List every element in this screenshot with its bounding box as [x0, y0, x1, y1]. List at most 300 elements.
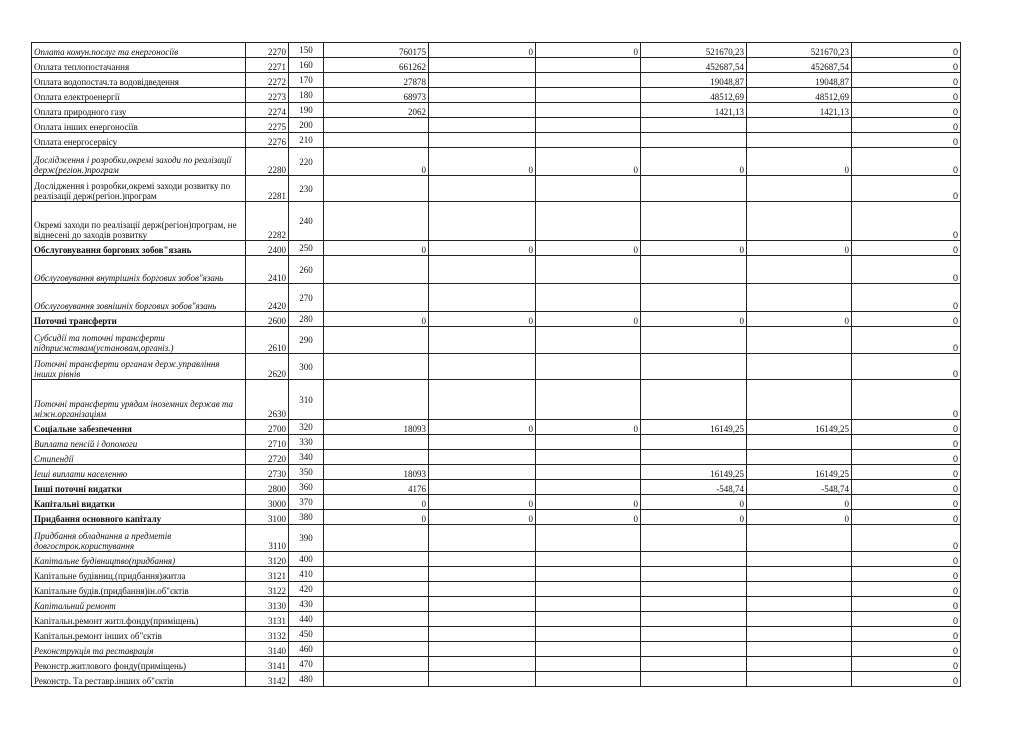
kekv-code-cell: 2400	[246, 241, 289, 256]
col-8-cell: 0	[852, 510, 961, 525]
col-8-cell: 0	[852, 256, 961, 284]
line-code-cell: 340	[289, 450, 324, 465]
line-code-cell: 180	[289, 88, 324, 103]
expense-name-cell: Соціальне забезпечення	[32, 420, 246, 435]
table-row	[32, 450, 961, 465]
col-7-cell: 16149,25	[747, 420, 852, 435]
kekv-code-cell: 3122	[246, 582, 289, 597]
line-code-cell: 440	[289, 612, 324, 627]
kekv-code-cell: 2280	[246, 148, 289, 176]
col-5-cell: 0	[536, 43, 641, 58]
col-4-cell	[429, 582, 536, 597]
col-7-cell: 0	[747, 241, 852, 256]
expense-name-cell: Поточні трансферти урядам іноземних держав та міжн.організаціям	[32, 380, 246, 420]
expense-name-cell: Субсидії та поточні трансферти підприємствам(установам,організ.)	[32, 327, 246, 354]
expense-name-cell: Капітальне будів.(придбання)ін.об"єктів	[32, 582, 246, 597]
plan-amount-cell	[324, 657, 429, 672]
kekv-code-cell: 2610	[246, 327, 289, 354]
kekv-code-cell: 2700	[246, 420, 289, 435]
col-8-cell: 0	[852, 495, 961, 510]
col-7-cell	[747, 597, 852, 612]
col-6-cell: 19048,87	[641, 73, 747, 88]
expense-name-cell: Капітальне будівниц.(придбання)житла	[32, 567, 246, 582]
line-code-cell: 420	[289, 582, 324, 597]
line-code-cell: 200	[289, 118, 324, 133]
plan-amount-cell	[324, 552, 429, 567]
col-8-cell: 0	[852, 642, 961, 657]
col-8-cell: 0	[852, 118, 961, 133]
col-4-cell: 0	[429, 312, 536, 327]
col-7-cell	[747, 567, 852, 582]
col-6-cell	[641, 354, 747, 380]
table-row	[32, 582, 961, 597]
line-code-cell: 470	[289, 657, 324, 672]
col-7-cell	[747, 672, 852, 687]
expense-name-cell: Капітальн.ремонт інших об"єктів	[32, 627, 246, 642]
col-5-cell	[536, 58, 641, 73]
line-code-cell: 260	[289, 256, 324, 284]
col-8-cell: 0	[852, 176, 961, 202]
line-code-cell: 160	[289, 58, 324, 73]
kekv-code-cell: 3140	[246, 642, 289, 657]
line-code-cell: 390	[289, 525, 324, 552]
plan-amount-cell	[324, 176, 429, 202]
plan-amount-cell	[324, 133, 429, 148]
plan-amount-cell: 68973	[324, 88, 429, 103]
col-6-cell	[641, 597, 747, 612]
plan-amount-cell	[324, 380, 429, 420]
plan-amount-cell	[324, 567, 429, 582]
col-6-cell	[641, 567, 747, 582]
col-5-cell	[536, 202, 641, 241]
line-code-cell: 300	[289, 354, 324, 380]
col-5-cell	[536, 380, 641, 420]
line-code-cell: 330	[289, 435, 324, 450]
table-row	[32, 657, 961, 672]
col-5-cell	[536, 133, 641, 148]
col-7-cell	[747, 435, 852, 450]
col-4-cell	[429, 176, 536, 202]
table-row	[32, 176, 961, 202]
col-7-cell	[747, 582, 852, 597]
col-6-cell: 0	[641, 312, 747, 327]
col-6-cell: 1421,13	[641, 103, 747, 118]
line-code-cell: 170	[289, 73, 324, 88]
col-4-cell: 0	[429, 495, 536, 510]
table-row	[32, 552, 961, 567]
table-row	[32, 88, 961, 103]
kekv-code-cell: 2271	[246, 58, 289, 73]
expense-name-cell: Обслуговування внутрішніх боргових зобов"язань	[32, 256, 246, 284]
line-code-cell: 450	[289, 627, 324, 642]
table-row	[32, 612, 961, 627]
col-4-cell	[429, 202, 536, 241]
kekv-code-cell: 2710	[246, 435, 289, 450]
expense-name-cell: Дослідження і розробки,окремі заходи розвитку по реалізації держ(регіон.)програм	[32, 176, 246, 202]
col-7-cell	[747, 176, 852, 202]
col-4-cell	[429, 133, 536, 148]
expense-name-cell: Придбання основного капіталу	[32, 510, 246, 525]
col-4-cell	[429, 525, 536, 552]
table-row	[32, 495, 961, 510]
kekv-code-cell: 2276	[246, 133, 289, 148]
col-5-cell: 0	[536, 241, 641, 256]
plan-amount-cell: 27878	[324, 73, 429, 88]
col-8-cell: 0	[852, 552, 961, 567]
line-code-cell: 210	[289, 133, 324, 148]
kekv-code-cell: 3131	[246, 612, 289, 627]
line-code-cell: 320	[289, 420, 324, 435]
plan-amount-cell: 0	[324, 495, 429, 510]
col-6-cell	[641, 612, 747, 627]
col-6-cell	[641, 256, 747, 284]
table-row	[32, 420, 961, 435]
col-4-cell	[429, 480, 536, 495]
col-4-cell: 0	[429, 43, 536, 58]
col-6-cell: 16149,25	[641, 420, 747, 435]
col-8-cell: 0	[852, 148, 961, 176]
col-7-cell	[747, 657, 852, 672]
col-7-cell	[747, 118, 852, 133]
expense-name-cell: Капітальний ремонт	[32, 597, 246, 612]
plan-amount-cell: 0	[324, 312, 429, 327]
kekv-code-cell: 3130	[246, 597, 289, 612]
kekv-code-cell: 3000	[246, 495, 289, 510]
expense-name-cell: Інші поточні видатки	[32, 480, 246, 495]
col-4-cell	[429, 567, 536, 582]
col-8-cell: 0	[852, 465, 961, 480]
kekv-code-cell: 3110	[246, 525, 289, 552]
line-code-cell: 360	[289, 480, 324, 495]
expense-name-cell: Поточні трансферти органам держ.управління інших рівнів	[32, 354, 246, 380]
col-7-cell: 452687,54	[747, 58, 852, 73]
kekv-code-cell: 3100	[246, 510, 289, 525]
plan-amount-cell: 661262	[324, 58, 429, 73]
expense-name-cell: Оплата природного газу	[32, 103, 246, 118]
col-5-cell	[536, 642, 641, 657]
line-code-cell: 240	[289, 202, 324, 241]
col-6-cell	[641, 525, 747, 552]
plan-amount-cell	[324, 284, 429, 312]
line-code-cell: 370	[289, 495, 324, 510]
col-7-cell	[747, 525, 852, 552]
expense-name-cell: Стипендії	[32, 450, 246, 465]
table-row	[32, 327, 961, 354]
expense-name-cell: Придбання обладнання а предметів довгострок.користування	[32, 525, 246, 552]
line-code-cell: 150	[289, 43, 324, 58]
kekv-code-cell: 2270	[246, 43, 289, 58]
col-8-cell: 0	[852, 58, 961, 73]
col-7-cell	[747, 642, 852, 657]
col-6-cell: 0	[641, 241, 747, 256]
col-4-cell	[429, 627, 536, 642]
expense-name-cell: Оплата комун.послуг та енергоносіїв	[32, 43, 246, 58]
expense-name-cell: Оплата електроенергії	[32, 88, 246, 103]
kekv-code-cell: 2410	[246, 256, 289, 284]
plan-amount-cell	[324, 256, 429, 284]
budget-table-body	[32, 43, 961, 687]
col-5-cell	[536, 327, 641, 354]
table-row	[32, 380, 961, 420]
col-5-cell	[536, 354, 641, 380]
line-code-cell: 480	[289, 672, 324, 687]
col-8-cell: 0	[852, 73, 961, 88]
plan-amount-cell: 18093	[324, 420, 429, 435]
budget-table	[31, 42, 961, 687]
plan-amount-cell: 4176	[324, 480, 429, 495]
table-row	[32, 43, 961, 58]
col-8-cell: 0	[852, 525, 961, 552]
col-8-cell: 0	[852, 380, 961, 420]
line-code-cell: 290	[289, 327, 324, 354]
expense-name-cell: Реконструкція та реставрація	[32, 642, 246, 657]
col-6-cell	[641, 657, 747, 672]
col-7-cell: -548,74	[747, 480, 852, 495]
col-5-cell: 0	[536, 510, 641, 525]
line-code-cell: 350	[289, 465, 324, 480]
kekv-code-cell: 2282	[246, 202, 289, 241]
col-4-cell	[429, 450, 536, 465]
col-7-cell: 521670,23	[747, 43, 852, 58]
col-8-cell: 0	[852, 627, 961, 642]
table-row	[32, 354, 961, 380]
line-code-cell: 310	[289, 380, 324, 420]
plan-amount-cell	[324, 118, 429, 133]
plan-amount-cell	[324, 202, 429, 241]
col-5-cell	[536, 284, 641, 312]
table-row	[32, 627, 961, 642]
col-4-cell	[429, 327, 536, 354]
table-row	[32, 672, 961, 687]
plan-amount-cell	[324, 627, 429, 642]
table-row	[32, 525, 961, 552]
plan-amount-cell	[324, 612, 429, 627]
col-7-cell: 0	[747, 495, 852, 510]
col-6-cell	[641, 672, 747, 687]
kekv-code-cell: 2420	[246, 284, 289, 312]
plan-amount-cell	[324, 672, 429, 687]
col-5-cell	[536, 582, 641, 597]
col-8-cell: 0	[852, 582, 961, 597]
expense-name-cell: Капітальні видатки	[32, 495, 246, 510]
table-row	[32, 73, 961, 88]
line-code-cell: 460	[289, 642, 324, 657]
line-code-cell: 280	[289, 312, 324, 327]
table-row	[32, 148, 961, 176]
col-7-cell: 0	[747, 148, 852, 176]
col-7-cell	[747, 380, 852, 420]
col-5-cell	[536, 73, 641, 88]
col-7-cell	[747, 627, 852, 642]
col-5-cell: 0	[536, 495, 641, 510]
col-5-cell: 0	[536, 312, 641, 327]
table-row	[32, 284, 961, 312]
col-6-cell: 0	[641, 148, 747, 176]
col-7-cell	[747, 552, 852, 567]
col-6-cell: -548,74	[641, 480, 747, 495]
col-5-cell	[536, 627, 641, 642]
col-7-cell	[747, 450, 852, 465]
col-5-cell	[536, 465, 641, 480]
col-8-cell: 0	[852, 657, 961, 672]
kekv-code-cell: 2274	[246, 103, 289, 118]
col-6-cell	[641, 552, 747, 567]
expense-name-cell: Оплата водопостач.та водовідведення	[32, 73, 246, 88]
plan-amount-cell: 18093	[324, 465, 429, 480]
col-5-cell	[536, 657, 641, 672]
col-6-cell: 0	[641, 510, 747, 525]
col-6-cell: 48512,69	[641, 88, 747, 103]
plan-amount-cell: 0	[324, 148, 429, 176]
kekv-code-cell: 3142	[246, 672, 289, 687]
col-6-cell	[641, 284, 747, 312]
col-8-cell: 0	[852, 241, 961, 256]
col-6-cell	[641, 118, 747, 133]
plan-amount-cell: 2062	[324, 103, 429, 118]
col-5-cell	[536, 118, 641, 133]
table-row	[32, 312, 961, 327]
expense-name-cell: Іешi виплати населенню	[32, 465, 246, 480]
col-7-cell	[747, 256, 852, 284]
col-4-cell	[429, 657, 536, 672]
plan-amount-cell	[324, 435, 429, 450]
table-row	[32, 510, 961, 525]
col-4-cell	[429, 284, 536, 312]
table-row	[32, 435, 961, 450]
col-4-cell: 0	[429, 148, 536, 176]
col-4-cell	[429, 642, 536, 657]
expense-name-cell: Окремі заходи по реалізації держ(регіон)програм, не віднесені до заходів розвитку	[32, 202, 246, 241]
plan-amount-cell	[324, 525, 429, 552]
col-5-cell	[536, 552, 641, 567]
col-4-cell	[429, 73, 536, 88]
expense-name-cell: Оплата інших енергоносіїв	[32, 118, 246, 133]
kekv-code-cell: 2720	[246, 450, 289, 465]
expense-name-cell: Капітальне будівництво(придбання)	[32, 552, 246, 567]
col-5-cell	[536, 672, 641, 687]
table-row	[32, 58, 961, 73]
line-code-cell: 230	[289, 176, 324, 202]
col-6-cell	[641, 450, 747, 465]
col-7-cell	[747, 327, 852, 354]
col-8-cell: 0	[852, 672, 961, 687]
kekv-code-cell: 2281	[246, 176, 289, 202]
col-5-cell	[536, 450, 641, 465]
kekv-code-cell: 3141	[246, 657, 289, 672]
col-4-cell	[429, 612, 536, 627]
plan-amount-cell	[324, 354, 429, 380]
col-7-cell: 19048,87	[747, 73, 852, 88]
line-code-cell: 380	[289, 510, 324, 525]
col-4-cell	[429, 465, 536, 480]
kekv-code-cell: 2272	[246, 73, 289, 88]
col-8-cell: 0	[852, 43, 961, 58]
table-row	[32, 118, 961, 133]
col-7-cell	[747, 284, 852, 312]
col-6-cell	[641, 435, 747, 450]
col-5-cell	[536, 567, 641, 582]
col-6-cell	[641, 627, 747, 642]
line-code-cell: 220	[289, 148, 324, 176]
col-8-cell: 0	[852, 103, 961, 118]
col-5-cell	[536, 480, 641, 495]
table-row	[32, 480, 961, 495]
col-4-cell	[429, 380, 536, 420]
kekv-code-cell: 2800	[246, 480, 289, 495]
col-8-cell: 0	[852, 88, 961, 103]
line-code-cell: 190	[289, 103, 324, 118]
col-4-cell	[429, 552, 536, 567]
plan-amount-cell	[324, 327, 429, 354]
col-8-cell: 0	[852, 420, 961, 435]
line-code-cell: 410	[289, 567, 324, 582]
kekv-code-cell: 2273	[246, 88, 289, 103]
col-6-cell: 521670,23	[641, 43, 747, 58]
col-8-cell: 0	[852, 450, 961, 465]
col-8-cell: 0	[852, 327, 961, 354]
col-4-cell: 0	[429, 241, 536, 256]
col-6-cell: 0	[641, 495, 747, 510]
col-4-cell: 0	[429, 510, 536, 525]
col-5-cell	[536, 612, 641, 627]
col-8-cell: 0	[852, 202, 961, 241]
col-7-cell	[747, 612, 852, 627]
kekv-code-cell: 2630	[246, 380, 289, 420]
col-5-cell	[536, 256, 641, 284]
col-4-cell	[429, 354, 536, 380]
col-8-cell: 0	[852, 567, 961, 582]
table-row	[32, 133, 961, 148]
col-7-cell: 0	[747, 312, 852, 327]
plan-amount-cell	[324, 582, 429, 597]
col-8-cell: 0	[852, 480, 961, 495]
col-7-cell	[747, 202, 852, 241]
plan-amount-cell	[324, 642, 429, 657]
line-code-cell: 270	[289, 284, 324, 312]
kekv-code-cell: 3121	[246, 567, 289, 582]
col-6-cell	[641, 380, 747, 420]
expense-name-cell: Поточні трансферти	[32, 312, 246, 327]
col-4-cell	[429, 256, 536, 284]
col-8-cell: 0	[852, 133, 961, 148]
table-row	[32, 465, 961, 480]
col-4-cell	[429, 118, 536, 133]
col-5-cell	[536, 435, 641, 450]
col-8-cell: 0	[852, 284, 961, 312]
expense-name-cell: Реконстр.житлового фонду(приміщень)	[32, 657, 246, 672]
col-6-cell	[641, 202, 747, 241]
col-4-cell	[429, 58, 536, 73]
expense-name-cell: Дослідження і розробки,окремі заходи по реалізації держ(регіон.)програм	[32, 148, 246, 176]
col-7-cell: 0	[747, 510, 852, 525]
col-5-cell	[536, 88, 641, 103]
expense-name-cell: Обслуговування боргових зобов"язань	[32, 241, 246, 256]
col-4-cell	[429, 88, 536, 103]
plan-amount-cell: 0	[324, 241, 429, 256]
table-row	[32, 202, 961, 241]
col-6-cell	[641, 642, 747, 657]
col-4-cell	[429, 435, 536, 450]
line-code-cell: 430	[289, 597, 324, 612]
table-row	[32, 642, 961, 657]
kekv-code-cell: 2600	[246, 312, 289, 327]
col-5-cell	[536, 525, 641, 552]
col-7-cell: 16149,25	[747, 465, 852, 480]
col-6-cell	[641, 582, 747, 597]
kekv-code-cell: 3132	[246, 627, 289, 642]
kekv-code-cell: 2730	[246, 465, 289, 480]
col-8-cell: 0	[852, 612, 961, 627]
